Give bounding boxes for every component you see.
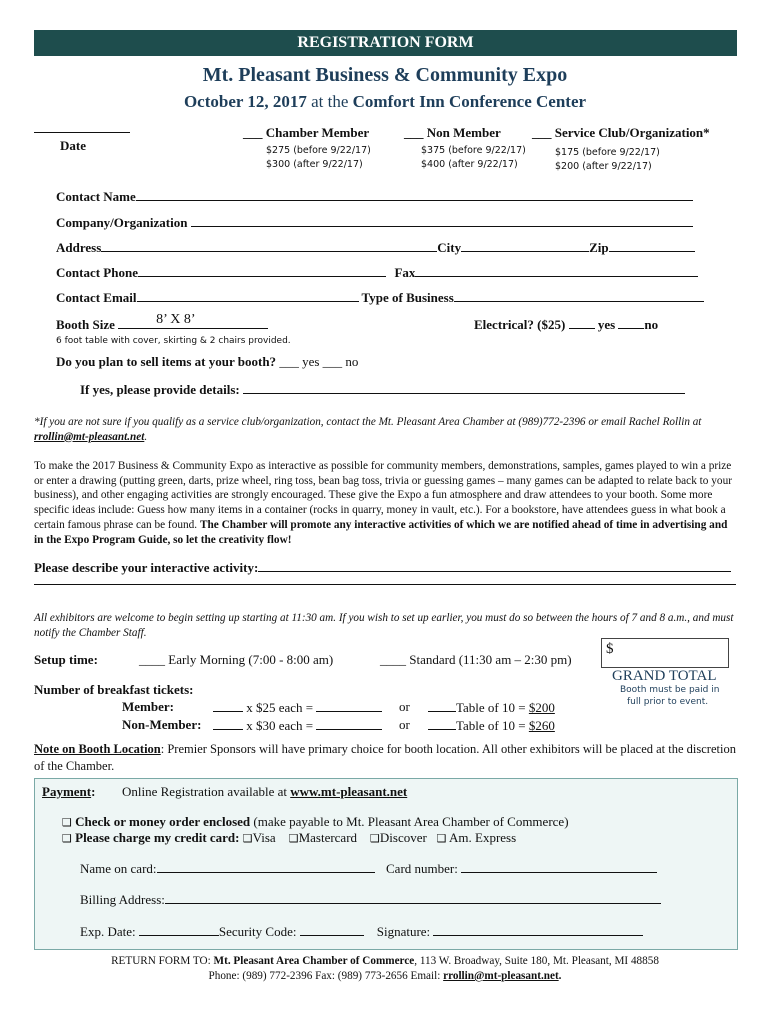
contact-name-label: Contact Name [56, 189, 136, 204]
disclaimer-text: *If you are not sure if you qualify as a service club/organization, contact the Mt. Pleasant Area Chamber at (989)772-2396 or email Rachel Rollin at [34, 416, 702, 428]
details-label: If yes, please provide details: [80, 382, 240, 397]
card-number-row[interactable] [386, 860, 657, 877]
name-on-card-row[interactable] [80, 860, 375, 877]
checkbox-icon[interactable]: ❑ [62, 832, 72, 845]
service-club-price-before: $175 (before 9/22/17) [555, 147, 660, 158]
checkbox-icon[interactable]: ❑ [436, 832, 447, 845]
card-visa[interactable]: Visa [252, 830, 276, 845]
service-club-option[interactable]: ___ Service Club/Organization* [532, 125, 710, 140]
event-at: at the [311, 92, 349, 111]
table-member-row[interactable] [428, 699, 555, 716]
check-bold: Check or money order enclosed [75, 814, 251, 829]
table-nonmember-label: Table of 10 = [456, 718, 526, 733]
card-amex[interactable]: Am. Express [449, 830, 517, 845]
card-mastercard[interactable]: Mastercard [298, 830, 358, 845]
sell-no-option[interactable]: ___ no [322, 354, 359, 369]
company-label: Company/Organization [56, 215, 188, 230]
setup-notice: All exhibitors are welcome to begin setting up starting at 11:30 am. If you wish to set up earlier, you must do so between the hours of 7 and 8 a.m., and must notify the Chamber Staff. [34, 612, 734, 639]
card-discover[interactable]: Discover [379, 830, 427, 845]
activity-row[interactable] [34, 559, 731, 576]
table-nonmember-row[interactable] [428, 717, 555, 734]
address-row[interactable] [56, 239, 695, 256]
member-price: x $25 each = [246, 700, 314, 715]
card-number-label: Card number: [386, 861, 458, 876]
city-label: City [437, 240, 462, 255]
activity-line-2[interactable] [34, 584, 736, 585]
breakfast-member-row[interactable] [213, 699, 382, 716]
event-title: Mt. Pleasant Business & Community Expo [202, 64, 568, 86]
table-nonmember-price: $260 [528, 718, 555, 733]
paragraph-bold: The Chamber will promote any interactive activities of which we are notified ahead of time in advertising and in the Expo Program Guide, so let the creativity flow! [34, 518, 728, 546]
chamber-price-after: $300 (after 9/22/17) [266, 159, 363, 170]
nonmember-price: x $30 each = [246, 718, 314, 733]
chamber-member-option[interactable]: ___ Chamber Member [243, 125, 370, 140]
service-club-disclaimer [34, 415, 736, 444]
contact-phone-label: Contact Phone [56, 265, 138, 280]
disclaimer-end: . [144, 430, 148, 443]
chamber-price-before: $275 (before 9/22/17) [266, 145, 371, 156]
breakfast-label: Number of breakfast tickets: [34, 682, 194, 697]
sell-row [56, 354, 358, 370]
activity-label: Please describe your interactive activity: [34, 560, 259, 575]
online-url-link[interactable]: www.mt-pleasant.net [290, 784, 408, 799]
breakfast-nonmember-label: Non-Member: [122, 717, 202, 732]
electrical-label: Electrical? ($25) [474, 317, 566, 332]
date-field[interactable] [34, 120, 130, 137]
name-on-card-label: Name on card: [80, 861, 157, 876]
checkbox-icon[interactable]: ❑ [288, 832, 299, 845]
electrical-yes[interactable]: yes [597, 317, 616, 332]
zip-label: Zip [589, 240, 609, 255]
exp-row[interactable] [80, 923, 643, 940]
footer-address: , 113 W. Broadway, Suite 180, Mt. Pleasant, MI 48858 [414, 955, 659, 967]
payment-label: Payment [42, 784, 92, 799]
non-member-option[interactable]: ___ Non Member [404, 125, 501, 140]
email-business-row[interactable] [56, 289, 704, 306]
booth-size-value: 8’ X 8’ [156, 312, 196, 327]
disclaimer-email-link[interactable]: rrollin@mt-pleasant.net [34, 430, 145, 443]
booth-location-note [34, 741, 736, 775]
type-of-business-label: Type of Business [361, 290, 454, 305]
booth-note: 6 foot table with cover, skirting & 2 chairs provided. [56, 336, 291, 346]
address-label: Address [56, 240, 102, 255]
paragraph-text: To make the 2017 Business & Community Expo as interactive as possible for community members, demonstrations, samples, games played to win a prize or enter a drawing (putting green, darts, prize wheel, ring toss, bean bag toss, trivia or guessing games – many games can be adapted to relate back to your business), and other engaging activities are strongly encouraged. These give the Expo a fun atmosphere and draw attendees to your booth. Some more specific ideas include: Guess how many items in a container (rocks in quarry, money in vault, etc.). For a bookstore, have attendees guess in what book a certain famous phrase can be found. [34, 460, 732, 531]
booth-location-text: : Premier Sponsors will have primary choice for booth location. All other exhibitors will be placed at the discretion of the Chamber. [34, 742, 736, 773]
phone-fax-row[interactable] [56, 264, 698, 281]
checkbox-icon[interactable]: ❑ [242, 832, 253, 845]
footer-return [0, 955, 770, 967]
fax-label: Fax [394, 265, 416, 280]
grand-total-box[interactable] [601, 638, 729, 668]
details-row[interactable] [80, 381, 685, 398]
breakfast-nonmember-row[interactable] [213, 717, 382, 734]
service-club-price-after: $200 (after 9/22/17) [555, 161, 652, 172]
breakfast-member-label: Member: [122, 699, 174, 714]
footer-email-link[interactable]: rrollin@mt-pleasant.net [443, 970, 559, 982]
checkbox-icon[interactable]: ❑ [370, 832, 380, 845]
payment-row [42, 784, 95, 800]
card-label: Please charge my credit card: [75, 830, 240, 845]
online-text: Online Registration available at [122, 784, 287, 799]
event-venue: Comfort Inn Conference Center [352, 92, 587, 111]
signature-label: Signature: [376, 924, 431, 939]
setup-label: Setup time: [34, 652, 98, 667]
contact-name-row[interactable] [56, 188, 693, 205]
grand-total-note-2: full prior to event. [627, 697, 709, 707]
security-label: Security Code: [218, 924, 297, 939]
interactive-paragraph [34, 459, 736, 547]
grand-total-currency: $ [606, 641, 614, 657]
footer-phone: Phone: (989) 772-2396 Fax: (989) 773-2656 Email: [208, 970, 444, 982]
booth-size-label: Booth Size [56, 317, 115, 332]
or-member: or [399, 699, 410, 714]
booth-location-title: Note on Booth Location [34, 742, 161, 756]
booth-size-row [56, 312, 268, 333]
form-header: REGISTRATION FORM [34, 30, 737, 56]
billing-label: Billing Address: [80, 892, 165, 907]
or-nonmember: or [399, 717, 410, 732]
check-option[interactable] [62, 814, 569, 830]
grand-total-note-1: Booth must be paid in [620, 685, 720, 695]
company-row[interactable] [56, 214, 693, 231]
footer-contact [0, 970, 770, 982]
non-member-price-after: $400 (after 9/22/17) [421, 159, 518, 170]
check-rest: (make payable to Mt. Pleasant Area Chamber of Commerce) [250, 814, 569, 829]
online-registration [122, 784, 407, 800]
table-member-price: $200 [528, 700, 555, 715]
table-member-label: Table of 10 = [456, 700, 526, 715]
grand-total-label: GRAND TOTAL [612, 668, 717, 684]
footer-org: Mt. Pleasant Area Chamber of Commerce [213, 955, 415, 967]
setup-standard-option[interactable]: ____ Standard (11:30 am – 2:30 pm) [380, 652, 572, 667]
exp-label: Exp. Date: [80, 924, 136, 939]
event-subtitle [0, 92, 770, 112]
billing-row[interactable] [80, 891, 661, 908]
non-member-price-before: $375 (before 9/22/17) [421, 145, 526, 156]
sell-question: Do you plan to sell items at your booth? [56, 354, 277, 369]
event-date: October 12, 2017 [183, 92, 307, 111]
credit-card-option[interactable] [62, 830, 516, 846]
contact-email-label: Contact Email [56, 290, 137, 305]
footer-return-label: RETURN FORM TO: [111, 955, 214, 967]
date-label: Date [60, 138, 86, 153]
footer-end: . [558, 970, 562, 982]
payment-colon: : [91, 784, 96, 799]
electrical-no[interactable]: no [644, 317, 659, 332]
setup-early-option[interactable]: ____ Early Morning (7:00 - 8:00 am) [139, 652, 334, 667]
electrical-row[interactable] [474, 316, 658, 333]
checkbox-icon[interactable]: ❑ [62, 816, 72, 829]
sell-yes-option[interactable]: ___ yes [279, 354, 320, 369]
